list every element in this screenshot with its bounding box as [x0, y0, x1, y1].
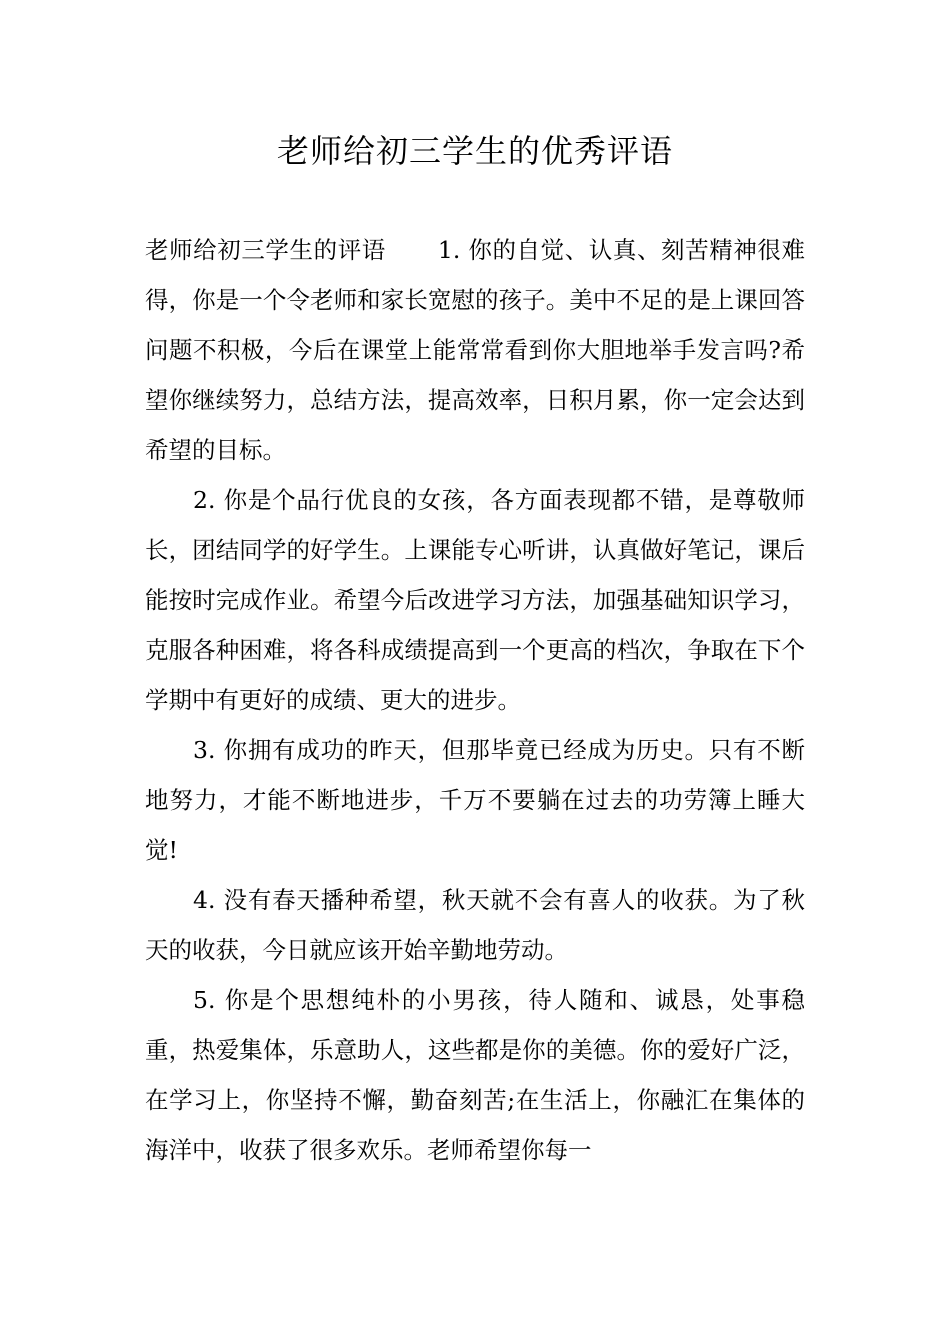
- paragraph-2: 2. 你是个品行优良的女孩，各方面表现都不错，是尊敬师长，团结同学的好学生。上课能专心听讲，认真做好笔记，课后能按时完成作业。希望今后改进学习方法，加强基础知识学习，克服各种困难，将各科成绩提高到一个更高的档次，争取在下个学期中有更好的成绩、更大的进步。: [145, 486, 805, 714]
- paragraph-3: 3. 你拥有成功的昨天，但那毕竟已经成为历史。只有不断地努力，才能不断地进步，千万不要躺在过去的功劳簿上睡大觉!: [145, 736, 805, 864]
- document-body: [145, 225, 805, 1175]
- paragraph-1-text: 1. 你的自觉、认真、刻苦精神很难得，你是一个令老师和家长宽慰的孩子。美中不足的是上课回答问题不积极，今后在课堂上能常常看到你大胆地举手发言吗?希望你继续努力，总结方法，提高效率，日积月累，你一定会达到希望的目标。: [145, 236, 805, 464]
- paragraph-5: 5. 你是个思想纯朴的小男孩，待人随和、诚恳，处事稳重，热爱集体，乐意助人，这些都是你的美德。你的爱好广泛，在学习上，你坚持不懈，勤奋刻苦;在生活上，你融汇在集体的海洋中，收获了很多欢乐。老师希望你每一: [145, 986, 805, 1164]
- paragraph-1: [145, 225, 805, 475]
- paragraph-4: 4. 没有春天播种希望，秋天就不会有喜人的收获。为了秋天的收获，今日就应该开始辛勤地劳动。: [145, 886, 805, 964]
- intro-label: 老师给初三学生的评语: [145, 236, 386, 264]
- document-title: 老师给初三学生的优秀评语: [276, 132, 673, 170]
